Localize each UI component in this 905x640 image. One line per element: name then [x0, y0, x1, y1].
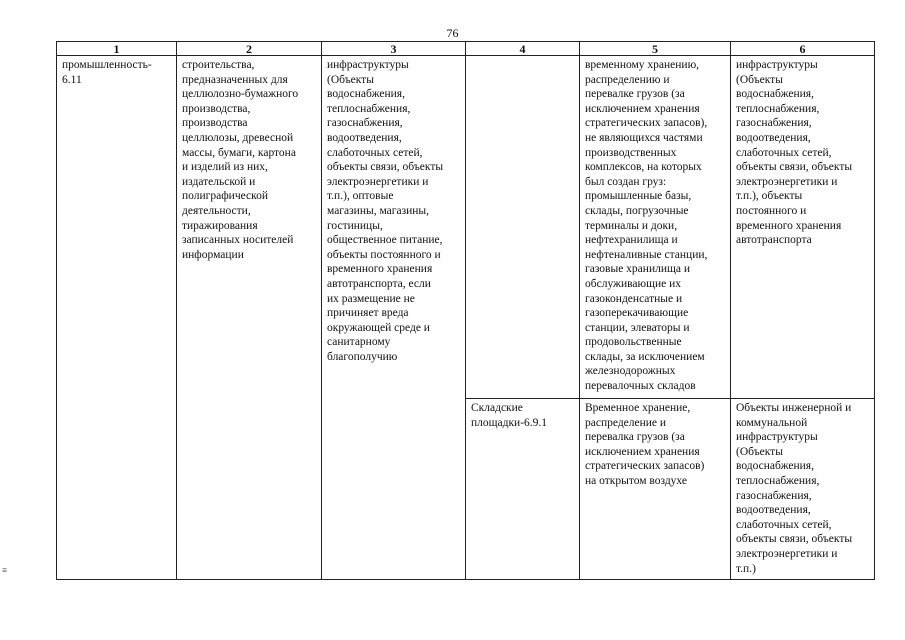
cell-storage-sites-auxiliary: Объекты инженерной и коммунальной инфраструктуры (Объекты водоснабжения, теплоснабжения, газоснабжения, водоотведения, слаботочных сетей, объекты связи, объекты электроэнергетики и т.п.) [731, 399, 875, 580]
zoning-table [56, 41, 875, 580]
cell-storage-sites-code: Складские площадки-6.9.1 [466, 399, 580, 580]
cell-conditional-auxiliary: инфраструктуры (Объекты водоснабжения, теплоснабжения, газоснабжения, водоотведения, слаботочных сетей, объекты связи, объекты электроэнергетики и т.п.), объекты постоянного и временного хранения автотранспорта [731, 56, 875, 399]
column-header-5: 5 [580, 42, 731, 56]
page-number: 76 [446, 26, 459, 40]
column-header-2: 2 [177, 42, 322, 56]
margin-mark: ≡ [2, 565, 8, 575]
column-header-4: 4 [466, 42, 580, 56]
cell-conditional-description: временному хранению, распределению и перевалке грузов (за исключением хранения стратегических запасов), не являющихся частями производственных комплексов, на которых был создан груз: промышленные базы, склады, погрузочные терминалы и доки, нефтехранилища и нефтеналивные станции, газовые хранилища и обслуживающие их газоконденсатные и газоперекачивающие станции, элеваторы и продовольственные склады, за исключением железнодорожных перевалочных складов [580, 56, 731, 399]
column-header-1: 1 [57, 42, 177, 56]
column-header-6: 6 [731, 42, 875, 56]
table-row [57, 56, 875, 399]
column-header-3: 3 [322, 42, 466, 56]
cell-auxiliary-uses: инфраструктуры (Объекты водоснабжения, теплоснабжения, газоснабжения, водоотведения, слаботочных сетей, объекты связи, объекты электроэнергетики и т.п.), оптовые магазины, магазины, гостиницы, общественное питание, объекты постоянного и временного хранения автотранспорта, если их размещение не причиняет вреда окружающей среде и санитарному благополучию [322, 56, 466, 580]
table-header-row [57, 42, 875, 56]
cell-main-uses: строительства, предназначенных для целлюлозно-бумажного производства, производства целлюлозы, древесной массы, бумаги, картона и изделий из них, издательской и полиграфической деятельности, тиражирования записанных носителей информации [177, 56, 322, 580]
cell-storage-sites-description: Временное хранение, распределение и перевалка грузов (за исключением хранения стратегических запасов) на открытом воздухе [580, 399, 731, 580]
cell-conditional-use-empty [466, 56, 580, 399]
cell-zone-code: промышленность- 6.11 [57, 56, 177, 580]
